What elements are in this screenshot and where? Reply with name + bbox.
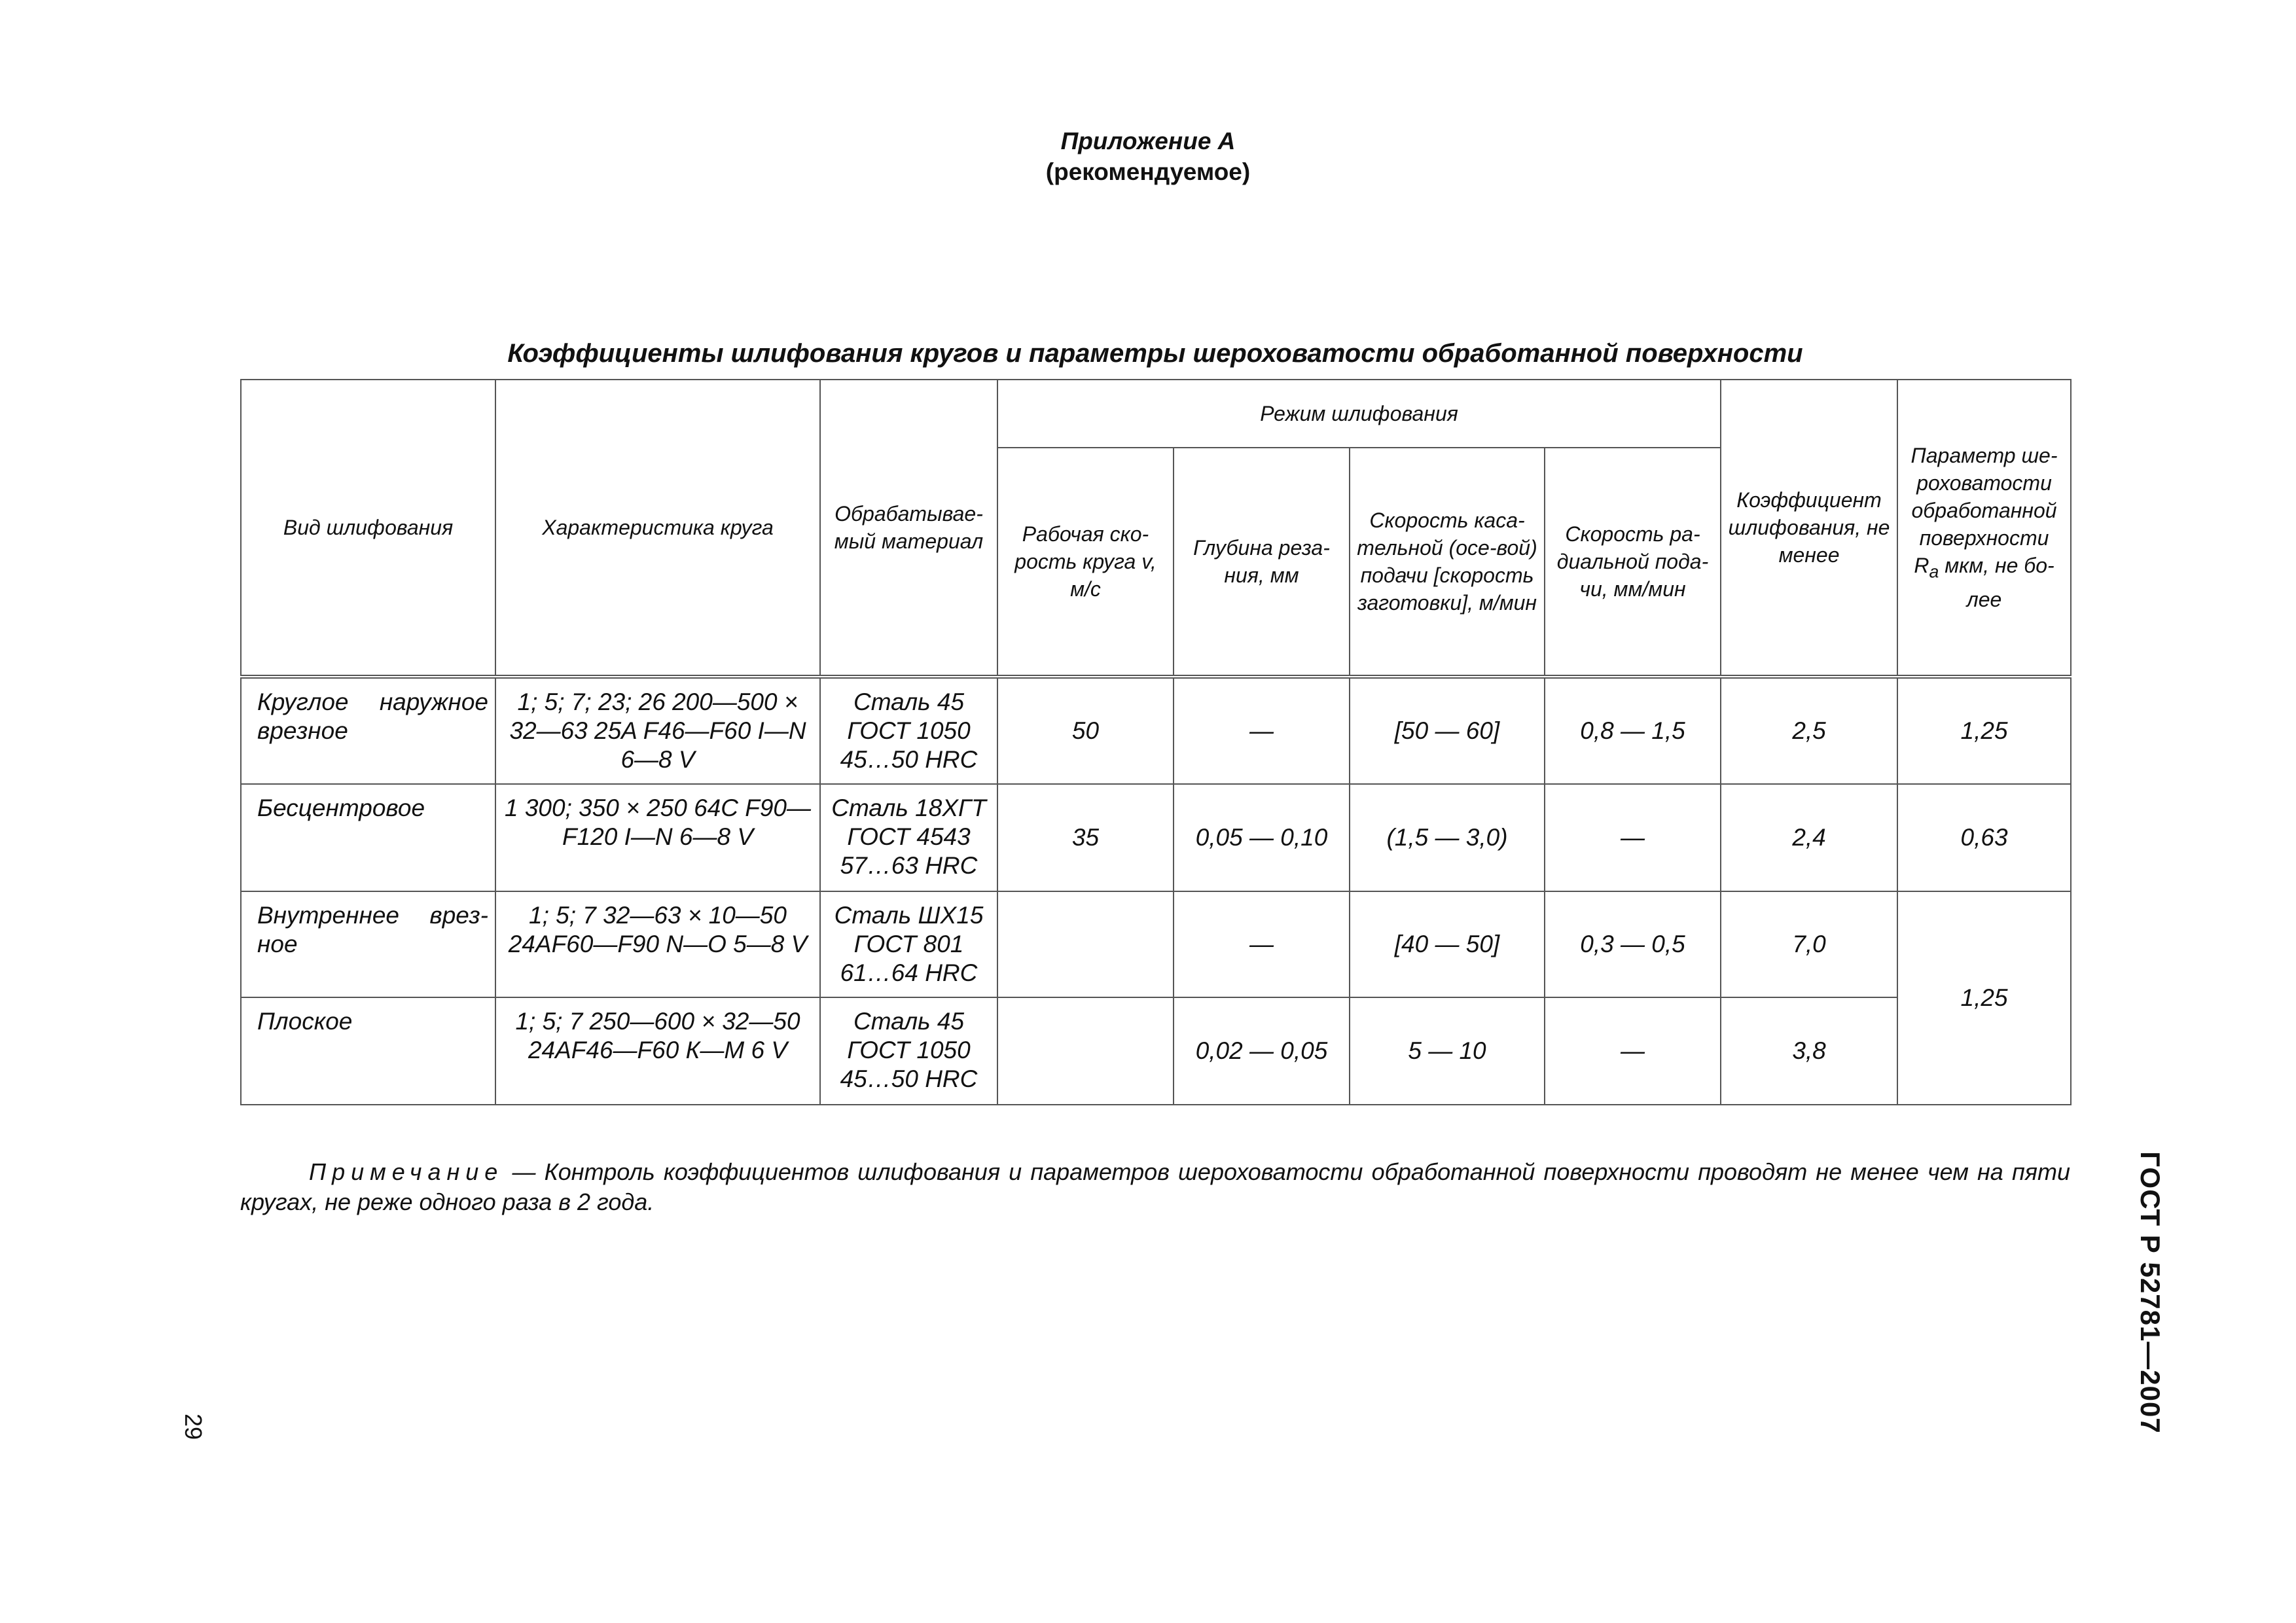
- grinding-table: [240, 379, 2072, 1105]
- appendix-title: Приложение А: [1060, 128, 1236, 154]
- cell-depth: 0,05 — 0,10: [1174, 784, 1350, 891]
- cell-wheel: 1 300; 350 × 250 64C F90—F120 I—N 6—8 V: [495, 784, 820, 891]
- cell-speed: 35: [997, 784, 1174, 891]
- header-tangential: Скорость каса-тельной (осе-вой) подачи [скорость заготовки], м/мин: [1350, 448, 1545, 677]
- header-roughness-sub: a: [1929, 562, 1939, 582]
- header-coef: Коэффициент шлифования, не менее: [1721, 380, 1897, 677]
- cell-kind: Внутреннее врез-ное: [241, 891, 495, 997]
- cell-radial: —: [1545, 784, 1721, 891]
- cell-material: Сталь 45 ГОСТ 1050 45…50 HRC: [820, 997, 997, 1105]
- cell-coef: 2,4: [1721, 784, 1897, 891]
- cell-roughness: 1,25: [1897, 891, 2071, 1105]
- cell-depth: —: [1174, 891, 1350, 997]
- table-caption: Коэффициенты шлифования кругов и параметры шероховатости обработанной поверхности: [507, 339, 1803, 368]
- header-depth: Глубина реза-ния, мм: [1174, 448, 1350, 677]
- note-label: Примечание: [309, 1158, 504, 1185]
- cell-material: Сталь 18ХГТ ГОСТ 4543 57…63 HRC: [820, 784, 997, 891]
- table-row: [241, 891, 2071, 997]
- cell-tangential: 5 — 10: [1350, 997, 1545, 1105]
- cell-kind: Круглое наружное врезное: [241, 677, 495, 784]
- header-radial: Скорость ра-диальной пода-чи, мм/мин: [1545, 448, 1721, 677]
- header-speed: Рабочая ско-рость круга v, м/с: [997, 448, 1174, 677]
- header-wheel: Характеристика круга: [495, 380, 820, 677]
- table-row: [241, 997, 2071, 1105]
- cell-roughness: 0,63: [1897, 784, 2071, 891]
- header-mode: Режим шлифования: [997, 380, 1721, 448]
- standard-designation: [2135, 1151, 2166, 1434]
- cell-roughness: 1,25: [1897, 677, 2071, 784]
- cell-radial: —: [1545, 997, 1721, 1105]
- cell-radial: 0,8 — 1,5: [1545, 677, 1721, 784]
- cell-material: Сталь 45 ГОСТ 1050 45…50 HRC: [820, 677, 997, 784]
- note-text: — Контроль коэффициентов шлифования и параметров шероховатости обработанной поверхности проводят не менее чем на пяти кругах, не реже одного раза в 2 года.: [240, 1158, 2070, 1215]
- header-material: Обрабатывае-мый материал: [820, 380, 997, 677]
- cell-kind: Бесцентровое: [241, 784, 495, 891]
- table-row: [241, 784, 2071, 891]
- cell-tangential: (1,5 — 3,0): [1350, 784, 1545, 891]
- cell-tangential: [40 — 50]: [1350, 891, 1545, 997]
- page-number: [180, 1400, 206, 1453]
- cell-material: Сталь ШХ15 ГОСТ 801 61…64 HRC: [820, 891, 997, 997]
- cell-depth: 0,02 — 0,05: [1174, 997, 1350, 1105]
- cell-coef: 3,8: [1721, 997, 1897, 1105]
- cell-tangential: [50 — 60]: [1350, 677, 1545, 784]
- cell-wheel: 1; 5; 7; 23; 26 200—500 × 32—63 25A F46—F60 I—N 6—8 V: [495, 677, 820, 784]
- header-roughness-main: Параметр ше-роховатости обработанной поверхности R: [1910, 444, 2058, 578]
- cell-depth: —: [1174, 677, 1350, 784]
- page-number-text: 29: [180, 1413, 207, 1440]
- cell-radial: 0,3 — 0,5: [1545, 891, 1721, 997]
- cell-wheel: 1; 5; 7 250—600 × 32—50 24AF46—F60 К—M 6 V: [495, 997, 820, 1105]
- cell-speed: 50: [997, 677, 1174, 784]
- table-row: [241, 677, 2071, 784]
- standard-code: ГОСТ Р 52781—2007: [2135, 1151, 2166, 1434]
- cell-kind: Плоское: [241, 997, 495, 1105]
- cell-wheel: 1; 5; 7 32—63 × 10—50 24AF60—F90 N—O 5—8 V: [495, 891, 820, 997]
- cell-coef: 2,5: [1721, 677, 1897, 784]
- cell-coef: 7,0: [1721, 891, 1897, 997]
- header-kind: Вид шлифования: [241, 380, 495, 677]
- table-note: [240, 1157, 2070, 1217]
- header-roughness: [1897, 380, 2071, 677]
- cell-speed: [997, 997, 1174, 1105]
- cell-speed: [997, 891, 1174, 997]
- appendix-status: (рекомендуемое): [1045, 158, 1251, 185]
- header-roughness-tail: мкм, не бо-лее: [1939, 554, 2054, 611]
